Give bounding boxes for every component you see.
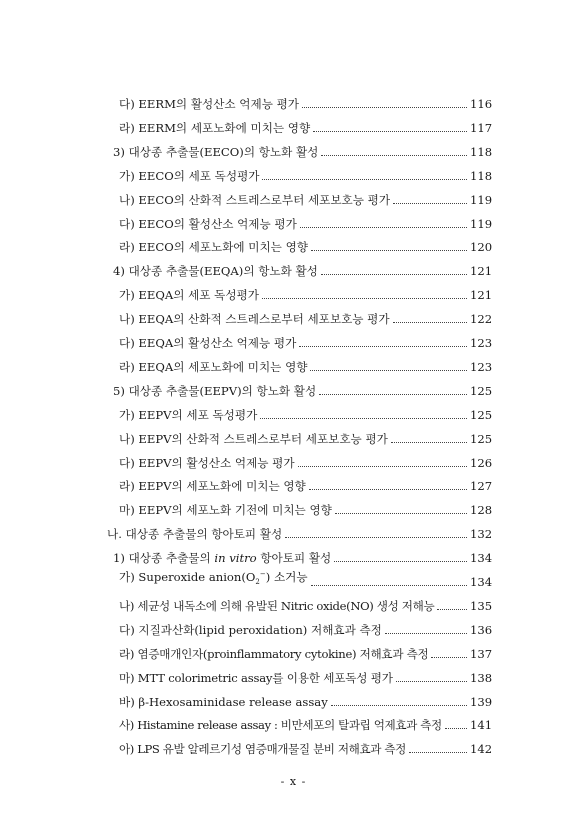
leader-dots (385, 632, 467, 634)
toc-entry-page: 118 (470, 168, 493, 183)
toc-entry-page: 122 (470, 312, 493, 327)
toc-entry-label: 4) 대상종 추출물(EEQA)의 항노화 활성 (113, 264, 318, 279)
toc-entry-label: 사) Histamine release assay : 비만세포의 탈과립 억제효과 측정 (119, 718, 442, 733)
toc-entry-page: 117 (470, 120, 493, 135)
toc-entry-label: 마) EEPV의 세포노화 기전에 미치는 영향 (119, 503, 332, 518)
leader-dots (321, 273, 467, 275)
toc-entry[interactable] (119, 93, 493, 113)
toc-entry[interactable] (113, 260, 493, 280)
leader-dots (262, 297, 467, 299)
toc-entry[interactable] (119, 714, 493, 734)
toc-entry[interactable] (119, 475, 493, 495)
toc-entry[interactable] (119, 189, 493, 209)
leader-dots (298, 465, 467, 467)
toc-entry-page: 119 (470, 192, 493, 207)
toc-entry[interactable] (119, 236, 493, 256)
toc-label-prefix: 가) Superoxide anion(O (119, 569, 256, 584)
leader-dots (396, 680, 467, 682)
toc-entry[interactable] (119, 619, 493, 639)
toc-entry-label: 나) EEQA의 산화적 스트레스로부터 세포보호능 평가 (119, 312, 390, 327)
toc-entry[interactable] (119, 308, 493, 328)
toc-entry-page: 138 (470, 670, 493, 685)
toc-entry[interactable] (113, 380, 493, 400)
toc-label-suffix: 항아토피 활성 (256, 551, 332, 566)
leader-dots (285, 536, 467, 538)
page-number: - x - (280, 775, 307, 788)
toc-entry[interactable] (119, 595, 493, 615)
leader-dots (391, 441, 467, 443)
toc-entry[interactable] (119, 284, 493, 304)
toc-entry[interactable] (119, 165, 493, 185)
toc-entry-page: 134 (470, 551, 493, 566)
toc-entry-label: 3) 대상종 추출물(EECO)의 항노화 활성 (113, 144, 319, 159)
toc-entry-page: 120 (470, 240, 493, 255)
toc-entry[interactable] (119, 569, 493, 591)
toc-entry-label: 라) EECO의 세포노화에 미치는 영향 (119, 240, 308, 255)
toc-entry[interactable] (113, 141, 493, 161)
toc-entry-label: 라) EERM의 세포노화에 미치는 영향 (119, 120, 311, 135)
toc-entry-label: 다) EEQA의 활성산소 억제능 평가 (119, 336, 297, 350)
toc-entry[interactable] (107, 523, 493, 543)
leader-dots (335, 512, 467, 514)
toc-label-italic: in vitro (214, 551, 257, 566)
leader-dots (311, 584, 467, 586)
leader-dots (313, 130, 467, 132)
toc-entry[interactable] (119, 452, 493, 472)
toc-entry-label (119, 565, 308, 591)
toc-label-suffix: ) 소거능 (265, 569, 308, 584)
toc-entry-page: 116 (470, 97, 493, 111)
toc-entry[interactable] (119, 404, 493, 424)
toc-entry[interactable] (119, 738, 493, 758)
leader-dots (302, 106, 467, 108)
toc-entry-page: 123 (470, 336, 493, 350)
leader-dots (260, 417, 467, 419)
toc-entry-page: 137 (470, 646, 493, 661)
leader-dots (311, 249, 467, 251)
toc-entry-label: 나) EECO의 산화적 스트레스로부터 세포보호능 평가 (119, 192, 391, 207)
toc-entry-label: 마) MTT colorimetric assay를 이용한 세포독성 평가 (119, 670, 393, 685)
toc-entry-label: 다) 지질과산화(lipid peroxidation) 저해효과 측정 (119, 622, 382, 637)
leader-dots (437, 608, 467, 610)
toc-entry-label: 다) EEPV의 활성산소 억제능 평가 (119, 455, 295, 470)
toc-entry-page: 128 (470, 503, 493, 518)
toc-entry[interactable] (119, 499, 493, 519)
leader-dots (319, 393, 467, 395)
toc-entry-label: 다) EECO의 활성산소 억제능 평가 (119, 216, 297, 231)
toc-entry[interactable] (119, 332, 493, 352)
toc-entry[interactable] (119, 691, 493, 711)
leader-dots (409, 751, 467, 753)
toc-entry-page: 135 (470, 598, 493, 613)
leader-dots (431, 656, 467, 658)
toc-entry-label: 라) 염증매개인자(proinflammatory cytokine) 저해효과 측정 (119, 646, 429, 661)
leader-dots (321, 154, 467, 156)
leader-dots (300, 226, 467, 228)
leader-dots (334, 560, 467, 562)
leader-dots (309, 488, 467, 490)
toc-entry-page: 141 (470, 718, 493, 733)
toc-entry-page: 123 (470, 359, 493, 374)
toc-entry-label: 라) EEQA의 세포노화에 미치는 영향 (119, 359, 308, 374)
toc-entry-page: 126 (470, 455, 493, 470)
toc-entry[interactable] (119, 428, 493, 448)
leader-dots (331, 704, 467, 706)
toc-entry-page: 132 (470, 527, 493, 542)
toc-entry-page: 142 (470, 742, 493, 757)
toc-entry-label: 다) EERM의 활성산소 억제능 평가 (119, 97, 299, 111)
toc-entry-label: 나. 대상종 추출물의 항아토피 활성 (107, 527, 283, 542)
leader-dots (262, 178, 467, 180)
toc-entry-label: 나) EEPV의 산화적 스트레스로부터 세포보호능 평가 (119, 431, 388, 446)
toc-entry-label: 바) β-Hexosaminidase release assay (119, 694, 328, 709)
leader-dots (445, 727, 467, 729)
toc-entry[interactable] (119, 117, 493, 137)
toc-entry-label: 가) EEQA의 세포 독성평가 (119, 288, 259, 303)
toc-entry-label: 가) EEPV의 세포 독성평가 (119, 407, 258, 422)
toc-label-subscript: 2 (255, 578, 260, 586)
toc-entry-page: 125 (470, 431, 493, 446)
toc-entry-label: 5) 대상종 추출물(EEPV)의 항노화 활성 (113, 383, 317, 398)
toc-entry-page: 125 (470, 383, 493, 398)
toc-entry[interactable] (119, 667, 493, 687)
toc-entry-label: 가) EECO의 세포 독성평가 (119, 168, 260, 183)
toc-label-superscript: − (259, 569, 266, 578)
toc-entry-label: 나) 세균성 내독소에 의해 유발된 Nitric oxide(NO) 생성 저해능 (119, 598, 435, 613)
toc-entry[interactable] (119, 356, 493, 376)
toc-entry-label: 라) EEPV의 세포노화에 미치는 영향 (119, 479, 306, 494)
toc-entry[interactable] (119, 213, 493, 233)
toc-entry-label: 아) LPS 유발 알레르기성 염증매개물질 분비 저해효과 측정 (119, 742, 406, 757)
leader-dots (310, 369, 467, 371)
toc-entry[interactable] (119, 643, 493, 663)
toc-entry-page: 139 (470, 694, 493, 709)
toc-entry-page: 134 (470, 575, 493, 589)
toc-entry-page: 121 (470, 264, 493, 279)
toc-entry-page: 136 (470, 622, 493, 637)
leader-dots (299, 345, 467, 347)
toc-entry-page: 118 (470, 144, 493, 159)
leader-dots (393, 202, 467, 204)
toc-entry-page: 125 (470, 407, 493, 422)
toc-entry-page: 121 (470, 288, 493, 303)
toc-entry-page: 119 (470, 216, 493, 231)
leader-dots (393, 321, 467, 323)
toc-entry-page: 127 (470, 479, 493, 494)
toc-label-prefix: 1) 대상종 추출물의 (113, 551, 215, 566)
